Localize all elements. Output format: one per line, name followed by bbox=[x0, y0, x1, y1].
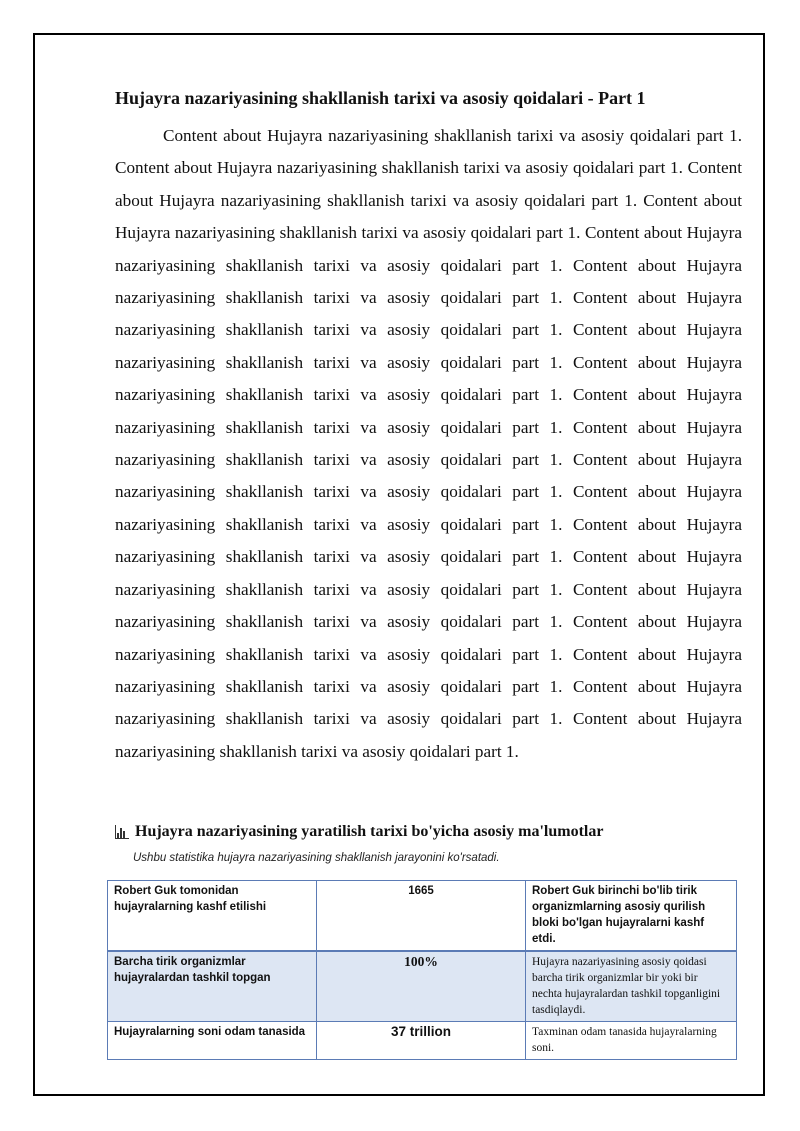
stats-heading-text: Hujayra nazariyasining yaratilish tarixi bo'yicha asosiy ma'lumotlar bbox=[135, 823, 604, 840]
bar-chart-icon bbox=[115, 825, 129, 839]
table-row bbox=[108, 881, 737, 952]
stat-description: Robert Guk birinchi bo'lib tirik organizmlarning asosiy qurilish bloki bo'lgan hujayralarni kashf etdi. bbox=[526, 881, 737, 952]
stats-heading bbox=[115, 823, 755, 841]
stats-table bbox=[107, 880, 737, 1060]
stats-subtitle: Ushbu statistika hujayra nazariyasining shakllanish jarayonini ko'rsatadi. bbox=[133, 852, 500, 864]
stat-description: Hujayra nazariyasining asosiy qoidasi barcha tirik organizmlar bir yoki bir nechta hujayralardan tashkil topganligini tasdiqlaydi. bbox=[526, 951, 737, 1022]
table-row bbox=[108, 1022, 737, 1060]
stat-value: 37 trillion bbox=[317, 1022, 526, 1060]
document-title: Hujayra nazariyasining shakllanish tarixi va asosiy qoidalari - Part 1 bbox=[115, 88, 646, 108]
stat-value: 1665 bbox=[317, 881, 526, 952]
stat-name: Barcha tirik organizmlar hujayralardan tashkil topgan bbox=[108, 951, 317, 1022]
stat-name: Robert Guk tomonidan hujayralarning kashf etilishi bbox=[108, 881, 317, 952]
table-row bbox=[108, 951, 737, 1022]
document-body bbox=[115, 86, 742, 768]
stat-name: Hujayralarning soni odam tanasida bbox=[108, 1022, 317, 1060]
body-paragraph: Content about Hujayra nazariyasining shakllanish tarixi va asosiy qoidalari part 1. Content about Hujayra nazariyasining shakllanish tarixi va asosiy qoidalari part 1. Content about Hujayra nazariyasining shakllanish tarixi va asosiy qoidalari part 1. Content about Hujayra nazariyasining shakllanish tarixi va asosiy qoidalari part 1. Content about Hujayra nazariyasining shakllanish tarixi va asosiy qoidalari part 1. Content about Hujayra nazariyasining shakllanish tarixi va asosiy qoidalari part 1. Content about Hujayra nazariyasining shakllanish tarixi va asosiy qoidalari part 1. Content about Hujayra nazariyasining shakllanish tarixi va asosiy qoidalari part 1. Content about Hujayra nazariyasining shakllanish tarixi va asosiy qoidalari part 1. Content about Hujayra nazariyasining shakllanish tarixi va asosiy qoidalari part 1. Content about Hujayra nazariyasining shakllanish tarixi va asosiy qoidalari part 1. Content about Hujayra nazariyasining shakllanish tarixi va asosiy qoidalari part 1. Content about Hujayra nazariyasining shakllanish tarixi va asosiy qoidalari part 1. Content about Hujayra nazariyasining shakllanish tarixi va asosiy qoidalari part 1. Content about Hujayra nazariyasining shakllanish tarixi va asosiy qoidalari part 1. Content about Hujayra nazariyasining shakllanish tarixi va asosiy qoidalari part 1. Content about Hujayra nazariyasining shakllanish tarixi va asosiy qoidalari part 1. Content about Hujayra nazariyasining shakllanish tarixi va asosiy qoidalari part 1. Content about Hujayra nazariyasining shakllanish tarixi va asosiy qoidalari part 1. Content about Hujayra nazariyasining shakllanish tarixi va asosiy qoidalari part 1. bbox=[115, 126, 742, 761]
stat-description: Taxminan odam tanasida hujayralarning soni. bbox=[526, 1022, 737, 1060]
stat-value: 100% bbox=[317, 951, 526, 1022]
